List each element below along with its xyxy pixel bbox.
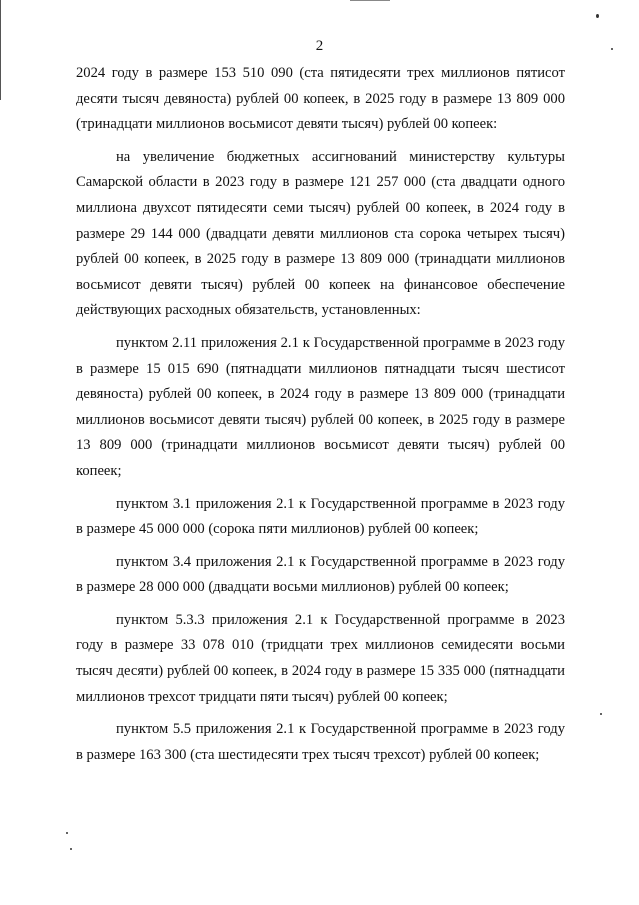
- body-text: [76, 61, 565, 775]
- paragraph: пунктом 3.1 приложения 2.1 к Государственной программе в 2023 году в размере 45 000 000 (сорока пяти миллионов) рублей 00 копеек;: [76, 495, 565, 538]
- scan-speck: [596, 14, 599, 18]
- paragraph: на увеличение бюджетных ассигнований министерству культуры Самарской области в 2023 году в размере 121 257 000 (ста двадцати одного миллиона двухсот пятидесяти семи тысяч) рублей 00 копеек, в 2024 году в размере 29 144 000 (двадцати девяти миллионов ста сорока четырех тысяч) рублей 00 копеек, в 2025 году в размере 13 809 000 (тринадцати миллионов восьмисот девяти тысяч) рублей 00 копеек на финансовое обеспечение действующих расходных обязательств, установленных:: [76, 148, 565, 319]
- paragraph: 2024 году в размере 153 510 090 (ста пятидесяти трех миллионов пятисот десяти тысяч девяноста) рублей 00 копеек, в 2025 году в размере 13 809 000 (тринадцати миллионов восьмисот девяти тысяч) рублей 00 копеек:: [76, 65, 565, 133]
- paragraph: пунктом 3.4 приложения 2.1 к Государственной программе в 2023 году в размере 28 000 000 (двадцати восьми миллионов) рублей 00 копеек;: [76, 553, 565, 596]
- paragraph: пунктом 5.5 приложения 2.1 к Государственной программе в 2023 году в размере 163 300 (ста шестидесяти трех тысяч трехсот) рублей 00 копеек;: [76, 721, 565, 763]
- paragraph: пунктом 2.11 приложения 2.1 к Государственной программе в 2023 году в размере 15 015 690 (пятнадцати миллионов пятнадцати тысяч шестисот девяноста) рублей 00 копеек, в 2024 году в размере 13 809 000 (тринадцати миллионов восьмисот девяти тысяч) рублей 00 копеек, в 2025 году в размере 13 809 000 (тринадцати миллионов восьмисот девяти тысяч) рублей 00 копеек;: [76, 334, 565, 479]
- scan-speck: [600, 713, 602, 715]
- paragraph: пунктом 5.3.3 приложения 2.1 к Государственной программе в 2023 году в размере 33 078 010 (тридцати трех миллионов семидесяти восьми тысяч десяти) рублей 00 копеек, в 2024 году в размере 15 335 000 (пятнадцати миллионов трехсот тридцати пяти тысяч) рублей 00 копеек;: [76, 611, 565, 705]
- scan-edge-line-top: [350, 0, 390, 1]
- scan-speck: [66, 832, 68, 834]
- scan-speck: [70, 848, 72, 850]
- page-number: 2: [315, 38, 324, 54]
